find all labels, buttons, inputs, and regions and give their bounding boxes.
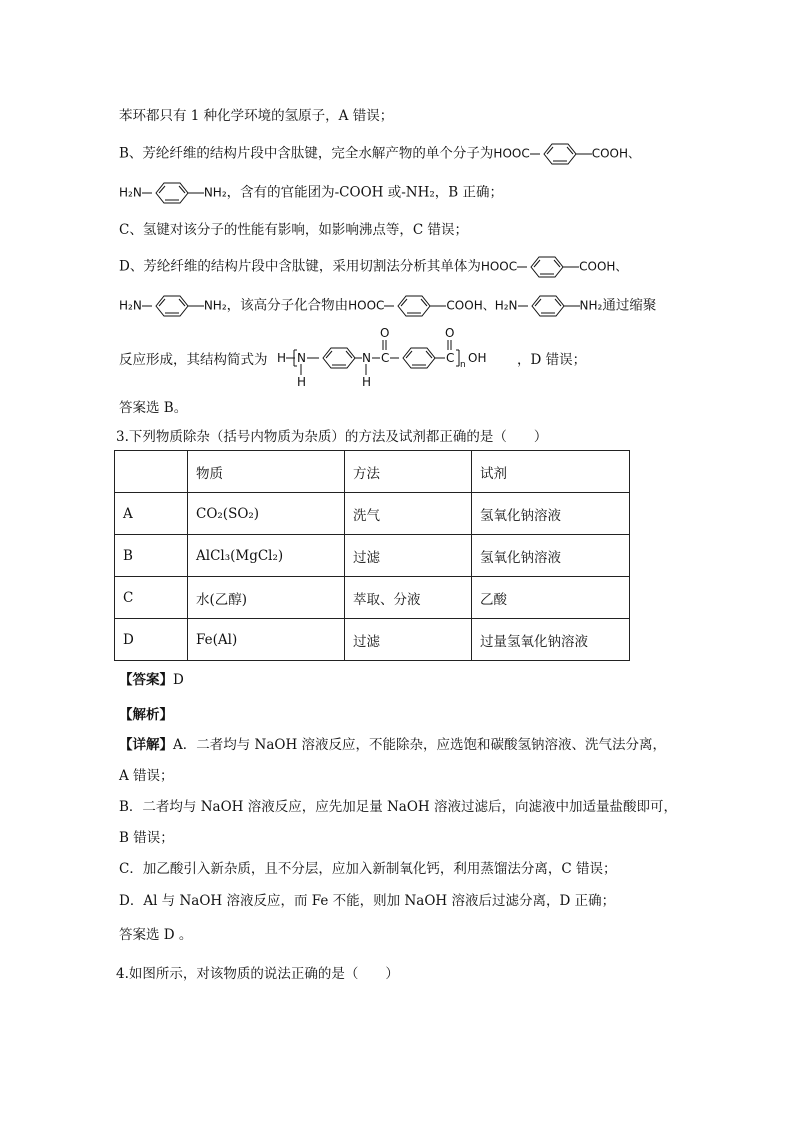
prev-line-struct: [119, 348, 268, 368]
detail-a-line: [119, 733, 666, 753]
d-end-text: 通过缩聚: [602, 297, 657, 314]
h2n-label: H₂N: [119, 185, 142, 200]
answer-line: [119, 668, 184, 688]
cooh-label: COOH、: [446, 298, 495, 313]
q3-stem: 3.下列物质除杂（括号内物质为杂质）的方法及试剂都正确的是（ ）: [116, 429, 548, 445]
table-cell: 过滤: [345, 535, 472, 577]
detail-a-text: A．二者均与 NaOH 溶液反应，不能除杂，应选饱和碳酸氢钠溶液、洗气法分离，: [173, 737, 667, 753]
table-row: [115, 577, 630, 619]
prev-line-b: [119, 141, 640, 167]
table-cell: 过滤: [345, 619, 472, 661]
struct-h: H: [297, 375, 307, 388]
table-row: [115, 619, 630, 661]
struct-c: C: [446, 351, 455, 365]
table-cell: 氢氧化钠溶液: [472, 493, 630, 535]
benzene-ring-icon: [530, 141, 592, 167]
nh2-label: NH₂: [203, 185, 227, 200]
cooh-label: COOH、: [591, 146, 641, 161]
prev-line-d2: [119, 293, 656, 319]
hooc-label: HOOC: [480, 259, 518, 274]
detail-b-cont: B 错误；: [119, 830, 174, 846]
table-cell: B: [115, 535, 188, 577]
answer-label: 【答案】: [119, 672, 173, 688]
struct-o: O: [445, 326, 455, 340]
cooh-label: COOH、: [579, 259, 628, 274]
struct-intro: 反应形成，其结构简式为: [119, 352, 268, 368]
h2n-label: H₂N: [494, 298, 518, 313]
benzene-ring-icon: [142, 293, 204, 319]
table-header-row: [115, 451, 630, 493]
table-cell: Fe(Al): [188, 619, 345, 661]
table-cell: C: [115, 577, 188, 619]
table-cell: 水(乙醇): [188, 577, 345, 619]
q4-stem: 4.如图所示，对该物质的说法正确的是（ ）: [116, 966, 399, 982]
struct-c: C: [381, 351, 390, 365]
detail-a-cont: A 错误；: [119, 768, 174, 784]
prev-line-b2: [119, 180, 503, 206]
b-text: B、芳纶纤维的结构片段中含肽键，完全水解产物的单个分子为: [119, 145, 494, 162]
table-header-cell: 试剂: [472, 451, 630, 493]
struct-h: H: [277, 351, 287, 365]
prev-line-1: 苯环都只有 1 种化学环境的氢原子，A 错误；: [119, 108, 394, 124]
detail-b-line: B．二者均与 NaOH 溶液反应，应先加足量 NaOH 溶液过滤后，向滤液中加适量盐酸即可，: [119, 799, 677, 815]
benzene-ring-icon: [142, 180, 204, 206]
struct-subscript-n: n: [460, 360, 466, 370]
table-cell: 过量氢氧化钠溶液: [472, 619, 630, 661]
detail-d-line: D．Al 与 NaOH 溶液反应，而 Fe 不能，则加 NaOH 溶液后过滤分离，D 正确；: [119, 893, 616, 909]
detail-label: 【详解】: [119, 737, 173, 753]
d-mid-text: ，该高分子化合物由: [226, 297, 349, 314]
benzene-ring-icon: [517, 254, 579, 280]
analysis-label: 【解析】: [119, 707, 173, 723]
d-text: D、芳纶纤维的结构片段中含肽键，采用切割法分析其单体为: [119, 258, 481, 275]
struct-o: O: [380, 326, 390, 340]
detail-c-line: C．加乙酸引入新杂质，且不分层，应加入新制氧化钙，利用蒸馏法分离，C 错误；: [119, 861, 617, 877]
struct-h: H: [362, 375, 372, 388]
benzene-ring-icon: [384, 293, 446, 319]
table-header-cell: 物质: [188, 451, 345, 493]
polymer-structure-diagram: [275, 326, 525, 388]
b-post-text: ，含有的官能团为-COOH 或-NH₂，B 正确；: [226, 184, 503, 201]
table-cell: AlCl₃(MgCl₂): [188, 535, 345, 577]
table-cell: A: [115, 493, 188, 535]
struct-n: N: [362, 351, 371, 365]
q3-options-table: [114, 450, 630, 661]
table-cell: 萃取、分液: [345, 577, 472, 619]
hooc-label: HOOC: [493, 146, 530, 161]
struct-n: N: [297, 351, 306, 365]
table-cell: CO₂(SO₂): [188, 493, 345, 535]
table-cell: D: [115, 619, 188, 661]
table-cell: 洗气: [345, 493, 472, 535]
prev-line-d: [119, 254, 627, 280]
answer-value: D: [173, 672, 184, 688]
struct-post-text: ，D 错误；: [517, 352, 587, 368]
nh2-label: NH₂: [203, 298, 227, 313]
table-row: [115, 535, 630, 577]
nh2-label: NH₂: [579, 298, 603, 313]
benzene-ring-icon: [518, 293, 580, 319]
struct-oh: OH: [468, 351, 487, 365]
table-cell: 氢氧化钠溶液: [472, 535, 630, 577]
table-row: [115, 493, 630, 535]
hooc-label: HOOC: [348, 298, 385, 313]
table-header-cell: 方法: [345, 451, 472, 493]
table-header-cell: [115, 451, 188, 493]
h2n-label: H₂N: [119, 298, 142, 313]
prev-answer: 答案选 B。: [119, 400, 188, 416]
prev-line-c: C、氢键对该分子的性能有影响，如影响沸点等，C 错误；: [119, 222, 468, 238]
table-cell: 乙酸: [472, 577, 630, 619]
q3-final-answer: 答案选 D 。: [119, 927, 193, 943]
